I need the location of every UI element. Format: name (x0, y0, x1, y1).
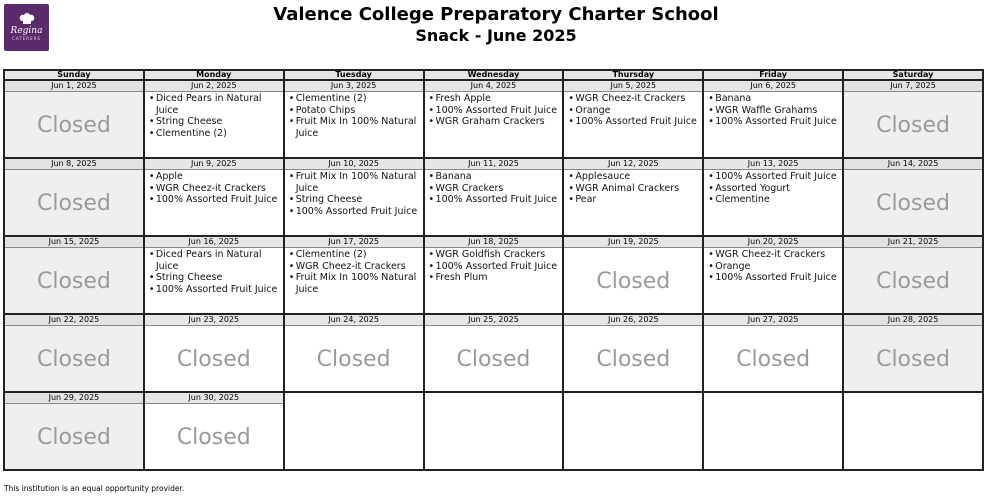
snack-item: • Fruit Mix In 100% Natural Juice (289, 272, 423, 295)
snack-calendar (3, 69, 984, 471)
snack-item: • Apple (149, 171, 283, 183)
snack-item: • String Cheese (149, 272, 283, 284)
snack-list (149, 171, 283, 206)
closed-label: Closed (316, 346, 391, 372)
snack-list (568, 93, 702, 128)
snack-item: • WGR Cheez-it Crackers (289, 261, 423, 273)
closed-label: Closed (876, 112, 950, 138)
closed-area (844, 93, 982, 157)
snack-item: • WGR Cheez-it Crackers (568, 93, 702, 105)
day-date: Jun 5, 2025 (564, 81, 702, 92)
closed-area (844, 249, 982, 313)
calendar-week-row (4, 236, 983, 314)
snack-list (289, 93, 423, 139)
weekday-friday: Friday (703, 70, 843, 80)
calendar-day-cell (563, 236, 703, 314)
snack-item: • 100% Assorted Fruit Juice (289, 206, 423, 218)
snack-item: • Assorted Yogurt (708, 183, 842, 195)
day-date: Jun 9, 2025 (145, 159, 283, 170)
snack-list (289, 249, 423, 295)
snack-item: • Clementine (708, 194, 842, 206)
calendar-week-row (4, 314, 983, 392)
day-date: Jun 2, 2025 (145, 81, 283, 92)
calendar-day-cell (424, 236, 564, 314)
snack-item: • 100% Assorted Fruit Juice (708, 171, 842, 183)
closed-label: Closed (736, 346, 811, 372)
snack-item: • Fresh Apple (429, 93, 563, 105)
snack-item: • Orange (568, 105, 702, 117)
calendar-day-cell (843, 392, 983, 470)
closed-area (5, 171, 143, 235)
snack-item: • WGR Goldfish Crackers (429, 249, 563, 261)
day-date: Jun 6, 2025 (704, 81, 842, 92)
day-date: Jun 22, 2025 (5, 315, 143, 326)
snack-item: • WGR Waffle Grahams (708, 105, 842, 117)
calendar-day-cell (284, 314, 424, 392)
closed-area (844, 327, 982, 391)
closed-area (564, 249, 702, 313)
calendar-day-cell (843, 236, 983, 314)
snack-item: • String Cheese (149, 116, 283, 128)
closed-area (704, 327, 842, 391)
calendar-day-cell (703, 158, 843, 236)
snack-item: • WGR Cheez-it Crackers (149, 183, 283, 195)
snack-item: • Fruit Mix In 100% Natural Juice (289, 116, 423, 139)
weekday-header-row (4, 70, 983, 80)
calendar-day-cell (4, 158, 144, 236)
calendar-week-row (4, 158, 983, 236)
snack-list (429, 249, 563, 284)
weekday-sunday: Sunday (4, 70, 144, 80)
snack-item: • Orange (708, 261, 842, 273)
snack-list (429, 93, 563, 128)
closed-area (5, 249, 143, 313)
calendar-day-cell (4, 314, 144, 392)
calendar-day-cell (703, 392, 843, 470)
day-date: Jun 30, 2025 (145, 393, 283, 404)
snack-item: • 100% Assorted Fruit Juice (708, 272, 842, 284)
logo-subtitle: CATERERS (12, 36, 41, 41)
calendar-day-cell (563, 158, 703, 236)
closed-label: Closed (36, 112, 111, 138)
closed-area (285, 327, 423, 391)
snack-list (708, 249, 842, 284)
snack-item: • Fresh Plum (429, 272, 563, 284)
calendar-day-cell (4, 80, 144, 158)
day-date: Jun 8, 2025 (5, 159, 143, 170)
snack-item: • 100% Assorted Fruit Juice (429, 105, 563, 117)
calendar-day-cell (4, 236, 144, 314)
snack-item: • 100% Assorted Fruit Juice (429, 194, 563, 206)
calendar-day-cell (144, 392, 284, 470)
day-date: Jun 25, 2025 (425, 315, 563, 326)
day-date: Jun 15, 2025 (5, 237, 143, 248)
weekday-wednesday: Wednesday (424, 70, 564, 80)
calendar-day-cell (284, 80, 424, 158)
closed-area (145, 327, 283, 391)
day-date: Jun 26, 2025 (564, 315, 702, 326)
snack-list (708, 93, 842, 128)
snack-list (289, 171, 423, 217)
closed-area (5, 405, 143, 469)
day-date: Jun 19, 2025 (564, 237, 702, 248)
calendar-day-cell (4, 392, 144, 470)
calendar-day-cell (424, 158, 564, 236)
calendar-day-cell (284, 236, 424, 314)
page-title: Valence College Preparatory Charter School (273, 4, 719, 25)
closed-area (5, 93, 143, 157)
snack-item: • 100% Assorted Fruit Juice (429, 261, 563, 273)
closed-area (5, 327, 143, 391)
calendar-week-row (4, 80, 983, 158)
snack-item: • Potato Chips (289, 105, 423, 117)
weekday-monday: Monday (144, 70, 284, 80)
snack-item: • String Cheese (289, 194, 423, 206)
snack-item: • 100% Assorted Fruit Juice (149, 194, 283, 206)
day-date: Jun 20, 2025 (704, 237, 842, 248)
snack-item: • Clementine (2) (289, 249, 423, 261)
page-header (0, 4, 992, 45)
snack-item: • 100% Assorted Fruit Juice (708, 116, 842, 128)
weekday-saturday: Saturday (843, 70, 983, 80)
day-date: Jun 23, 2025 (145, 315, 283, 326)
day-date: Jun 1, 2025 (5, 81, 143, 92)
calendar-day-cell (144, 236, 284, 314)
day-date: Jun 24, 2025 (285, 315, 423, 326)
day-date: Jun 21, 2025 (844, 237, 982, 248)
day-date: Jun 11, 2025 (425, 159, 563, 170)
calendar-day-cell (703, 236, 843, 314)
snack-item: • Diced Pears in Natural Juice (149, 93, 283, 116)
snack-item: • WGR Crackers (429, 183, 563, 195)
calendar-day-cell (563, 392, 703, 470)
calendar-day-cell (424, 314, 564, 392)
day-date: Jun 27, 2025 (704, 315, 842, 326)
calendar-day-cell (424, 392, 564, 470)
snack-item: • Pear (568, 194, 702, 206)
closed-label: Closed (36, 190, 111, 216)
snack-list (149, 93, 283, 139)
closed-area (564, 327, 702, 391)
calendar-day-cell (424, 80, 564, 158)
snack-list (568, 171, 702, 206)
page-subtitle: Snack - June 2025 (415, 26, 577, 45)
closed-label: Closed (876, 190, 950, 216)
day-date: Jun 18, 2025 (425, 237, 563, 248)
closed-label: Closed (36, 268, 111, 294)
snack-list (708, 171, 842, 206)
snack-item: • Diced Pears in Natural Juice (149, 249, 283, 272)
weekday-tuesday: Tuesday (284, 70, 424, 80)
day-date: Jun 3, 2025 (285, 81, 423, 92)
closed-area (844, 171, 982, 235)
calendar-day-cell (703, 80, 843, 158)
closed-label: Closed (176, 424, 251, 450)
calendar-day-cell (843, 314, 983, 392)
snack-item: • 100% Assorted Fruit Juice (149, 284, 283, 296)
closed-label: Closed (456, 346, 531, 372)
calendar-day-cell (563, 314, 703, 392)
calendar-day-cell (843, 80, 983, 158)
day-date: Jun 16, 2025 (145, 237, 283, 248)
calendar-day-cell (703, 314, 843, 392)
closed-label: Closed (36, 346, 111, 372)
closed-label: Closed (36, 424, 111, 450)
day-date: Jun 12, 2025 (564, 159, 702, 170)
footer-disclaimer: This institution is an equal opportunity provider. (4, 484, 185, 493)
snack-list (429, 171, 563, 206)
closed-label: Closed (176, 346, 251, 372)
snack-item: • WGR Cheez-it Crackers (708, 249, 842, 261)
day-date: Jun 13, 2025 (704, 159, 842, 170)
closed-label: Closed (596, 346, 671, 372)
snack-item: • 100% Assorted Fruit Juice (568, 116, 702, 128)
calendar-day-cell (284, 158, 424, 236)
calendar-day-cell (563, 80, 703, 158)
snack-item: • Applesauce (568, 171, 702, 183)
calendar-day-cell (144, 314, 284, 392)
day-date: Jun 28, 2025 (844, 315, 982, 326)
calendar-week-row (4, 392, 983, 470)
day-date: Jun 17, 2025 (285, 237, 423, 248)
day-date: Jun 10, 2025 (285, 159, 423, 170)
snack-item: • Banana (708, 93, 842, 105)
snack-item: • Banana (429, 171, 563, 183)
calendar-day-cell (843, 158, 983, 236)
day-date: Jun 4, 2025 (425, 81, 563, 92)
weekday-thursday: Thursday (563, 70, 703, 80)
calendar-day-cell (144, 158, 284, 236)
snack-list (149, 249, 283, 295)
snack-item: • Clementine (2) (149, 128, 283, 140)
snack-item: • WGR Graham Crackers (429, 116, 563, 128)
snack-item: • Clementine (2) (289, 93, 423, 105)
closed-area (425, 327, 563, 391)
logo-brand: Regina (10, 26, 43, 36)
snack-item: • Fruit Mix In 100% Natural Juice (289, 171, 423, 194)
day-date: Jun 14, 2025 (844, 159, 982, 170)
closed-label: Closed (596, 268, 671, 294)
closed-label: Closed (876, 268, 950, 294)
closed-area (145, 405, 283, 469)
day-date: Jun 7, 2025 (844, 81, 982, 92)
calendar-day-cell (284, 392, 424, 470)
snack-item: • WGR Animal Crackers (568, 183, 702, 195)
calendar-day-cell (144, 80, 284, 158)
day-date: Jun 29, 2025 (5, 393, 143, 404)
closed-label: Closed (876, 346, 950, 372)
